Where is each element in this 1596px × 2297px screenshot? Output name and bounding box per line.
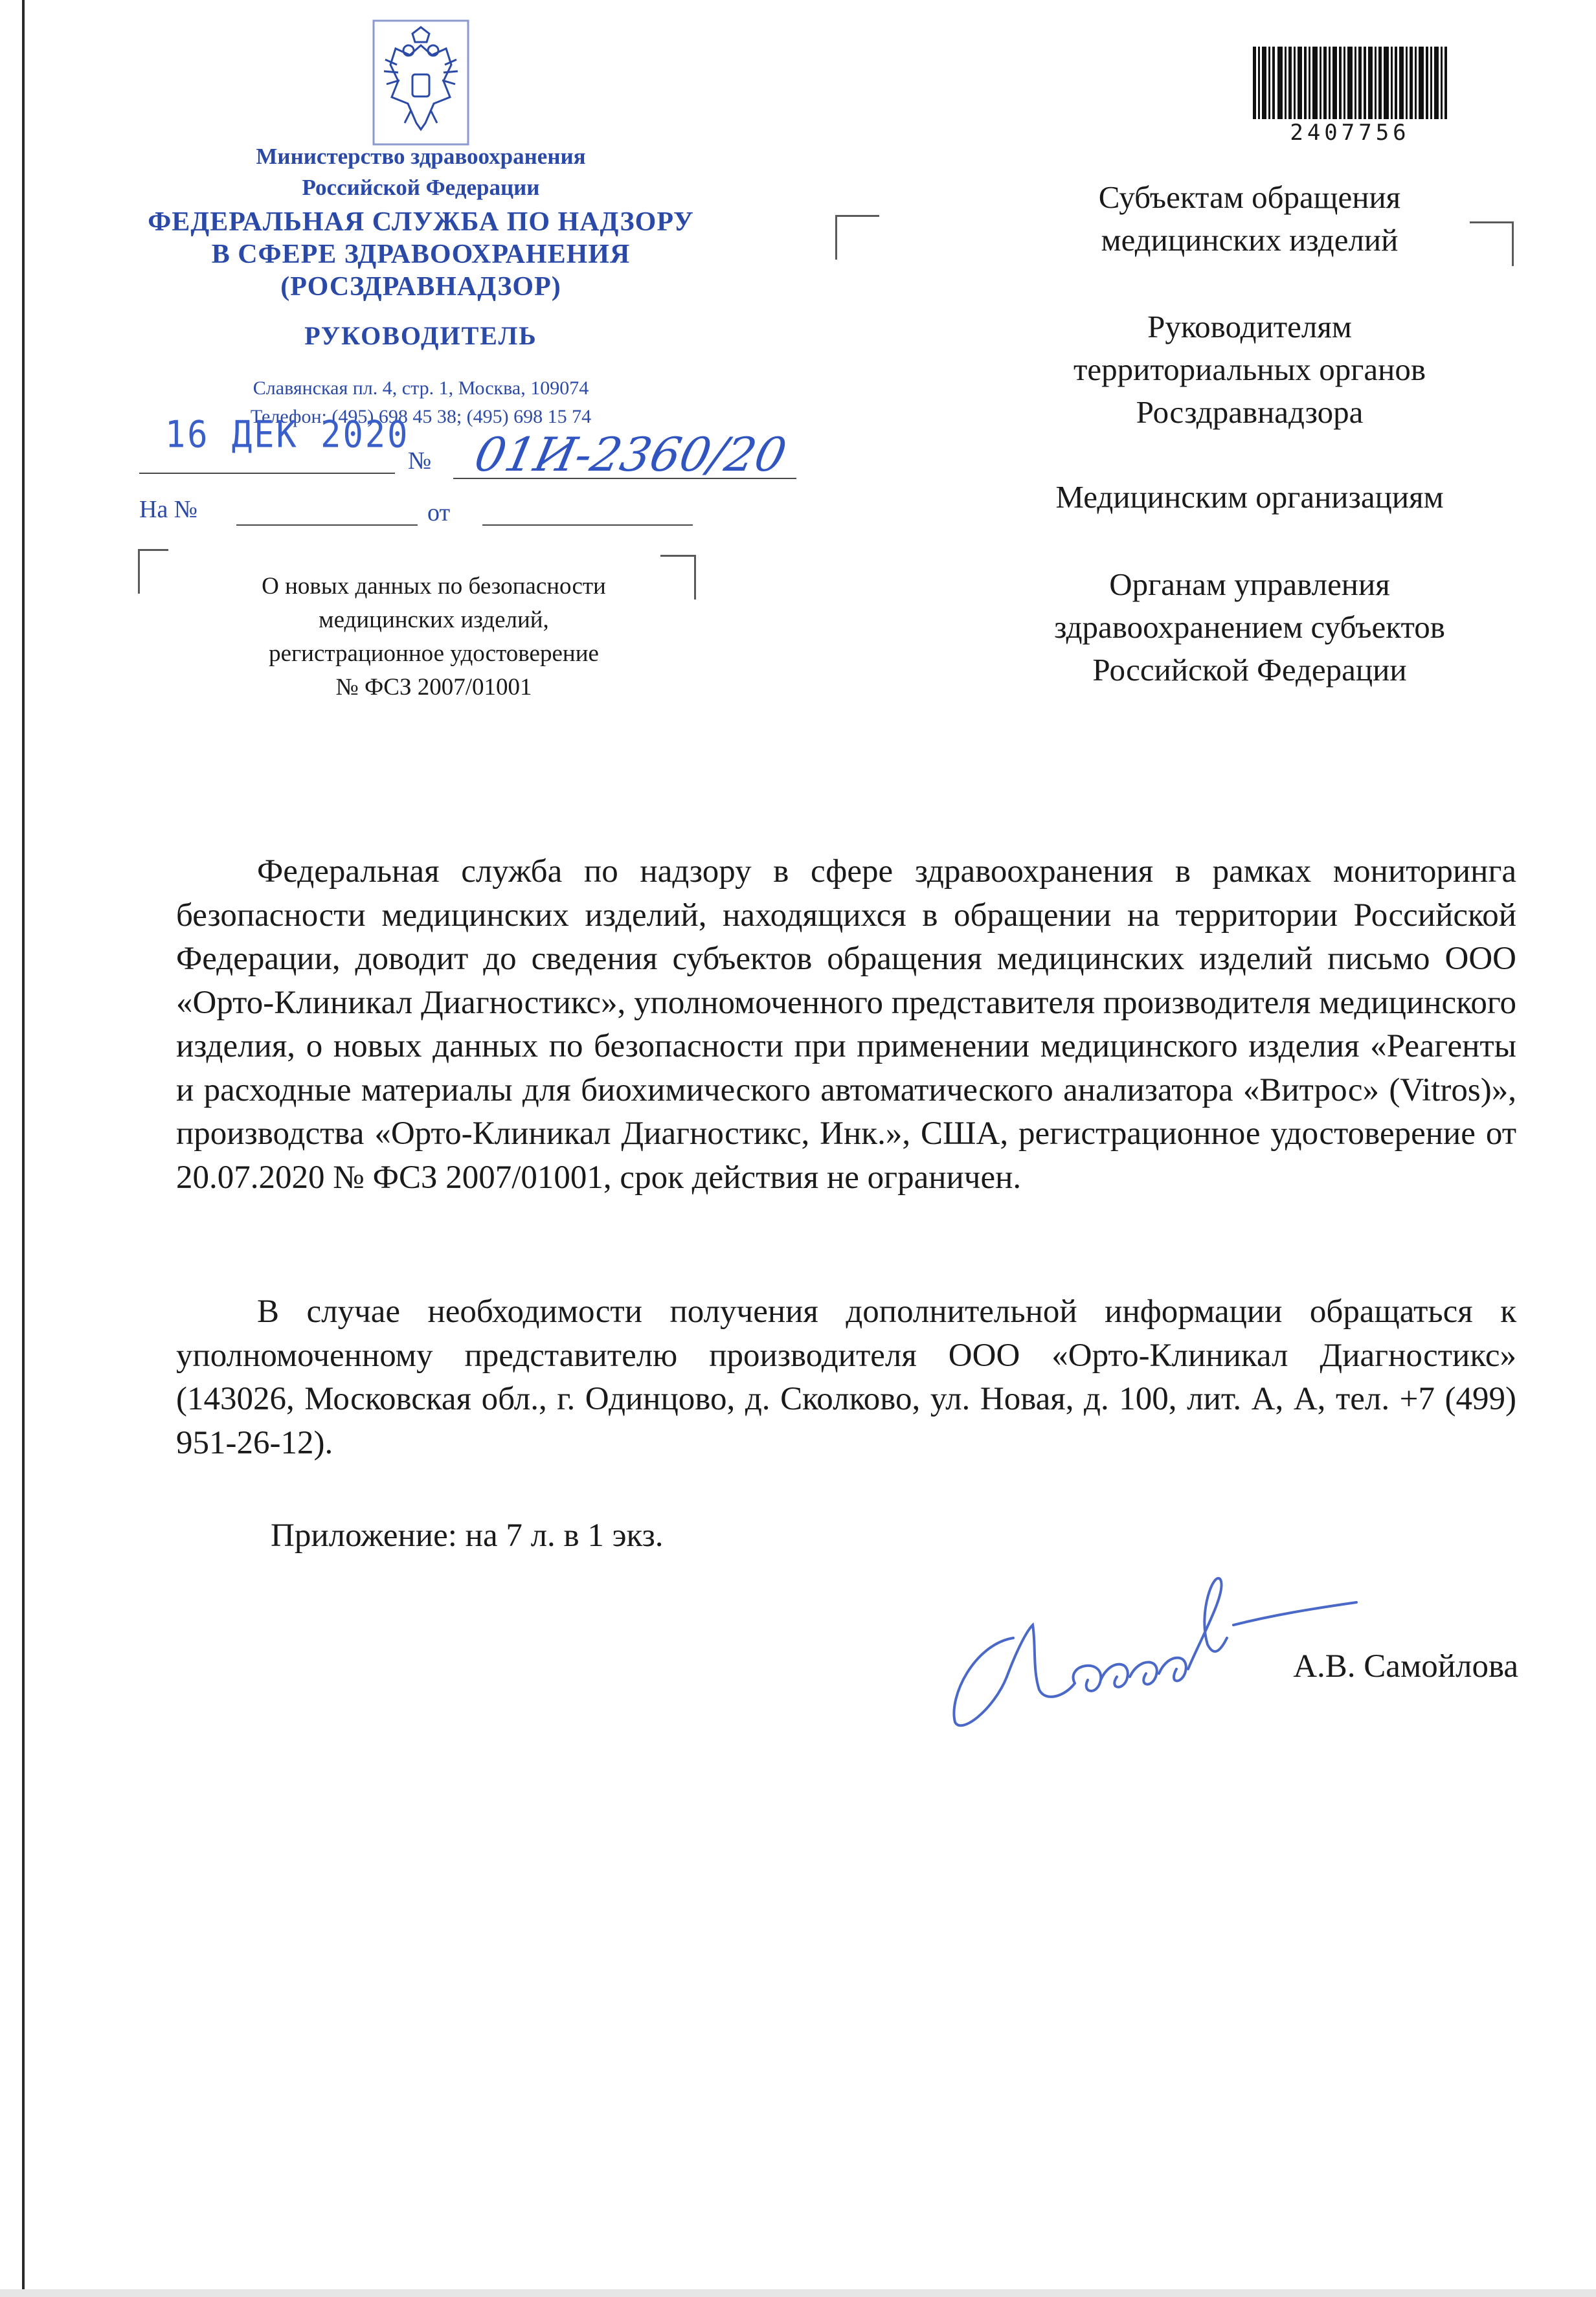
subject-line-4: № ФСЗ 2007/01001 <box>335 674 532 700</box>
addressee-4-line-1: Органам управления <box>1109 566 1390 602</box>
handwritten-signature-icon <box>936 1541 1376 1748</box>
number-label: № <box>408 447 432 475</box>
addressee-3 <box>965 476 1534 519</box>
number-underline <box>453 478 796 479</box>
scan-edge <box>22 0 25 2297</box>
subject-line-2: медицинских изделий, <box>319 607 549 633</box>
addressee-2-line-2: территориальных органов <box>1073 352 1426 387</box>
phone-line: Телефон: (495) 698 45 38; (495) 698 15 74 <box>250 406 592 427</box>
date-stamp: 16 ДЕК 2020 <box>165 414 410 456</box>
reply-to-label: На № <box>139 496 198 523</box>
addressee-1-line-1: Субъектам обращения <box>1098 179 1401 215</box>
letter-subject <box>162 570 706 704</box>
addressee-3-line-1: Медицинским организациям <box>1055 479 1444 515</box>
head-title: РУКОВОДИТЕЛЬ <box>304 321 537 350</box>
signer-name: А.В. Самойлова <box>1293 1648 1518 1685</box>
addressee-1-line-2: медицинских изделий <box>1101 222 1399 258</box>
appendix-note: Приложение: на 7 л. в 1 экз. <box>271 1518 664 1554</box>
service-name <box>97 206 745 303</box>
service-line-3: (РОСЗДРАВНАДЗОР) <box>280 272 561 302</box>
addressee-2 <box>965 306 1534 434</box>
ministry-name <box>97 141 745 203</box>
addressee-4 <box>965 563 1534 691</box>
coat-of-arms-emblem-icon <box>372 19 469 146</box>
from-underline <box>482 524 693 526</box>
registration-number: 01И-2360/20 <box>470 427 791 482</box>
service-line-2: В СФЕРЕ ЗДРАВООХРАНЕНИЯ <box>211 240 631 269</box>
addressee-bracket-left <box>835 215 879 260</box>
ministry-line-1: Министерство здравоохранения <box>256 144 586 169</box>
date-underline <box>139 473 395 474</box>
addressee-2-line-1: Руководителям <box>1147 309 1352 344</box>
addressee-1 <box>965 176 1534 262</box>
ministry-line-2: Российской Федерации <box>302 175 540 200</box>
addressee-2-line-3: Росздравнадзора <box>1136 394 1364 430</box>
barcode-number: 2407756 <box>1290 120 1410 146</box>
from-label: от <box>427 499 451 526</box>
reply-to-underline <box>236 524 418 526</box>
body-paragraph-1: Федеральная служба по надзору в сфере здравоохранения в рамках мониторинга безопасности медицинских изделий, находящихся в обращении на территории Российской Федерации, доводит до сведения субъектов обращения медицинских изделий письмо ООО «Орто-Клиникал Диагностикс», уполномоченного представителя производителя медицинского изделия, о новых данных по безопасности при применении медицинского изделия «Реагенты и расходные материалы для биохимического автоматического анализатора «Витрос» (Vitros)», производства «Орто-Клиникал Диагностикс, Инк.», США, регистрационное удостоверение от 20.07.2020 № ФСЗ 2007/01001, срок действия не ограничен. <box>176 853 1516 1196</box>
subject-line-1: О новых данных по безопасности <box>262 573 606 599</box>
body-paragraph-2: В случае необходимости получения дополнительной информации обращаться к уполномоченному представителю производителя ООО «Орто-Клиникал Диагностикс» (143026, Московская обл., г. Одинцово, д. Сколково, ул. Новая, д. 100, лит. А, А, тел. +7 (499) 951-26-12). <box>176 1294 1516 1461</box>
scan-edge-bottom <box>0 2289 1596 2297</box>
barcode-icon <box>1253 47 1447 119</box>
subject-line-3: регистрационное удостоверение <box>269 640 599 667</box>
service-line-1: ФЕДЕРАЛЬНАЯ СЛУЖБА ПО НАДЗОРУ <box>148 207 694 237</box>
addressee-4-line-3: Российской Федерации <box>1092 652 1407 688</box>
addressee-4-line-2: здравоохранением субъектов <box>1054 609 1445 645</box>
address-line: Славянская пл. 4, стр. 1, Москва, 109074 <box>253 377 589 399</box>
